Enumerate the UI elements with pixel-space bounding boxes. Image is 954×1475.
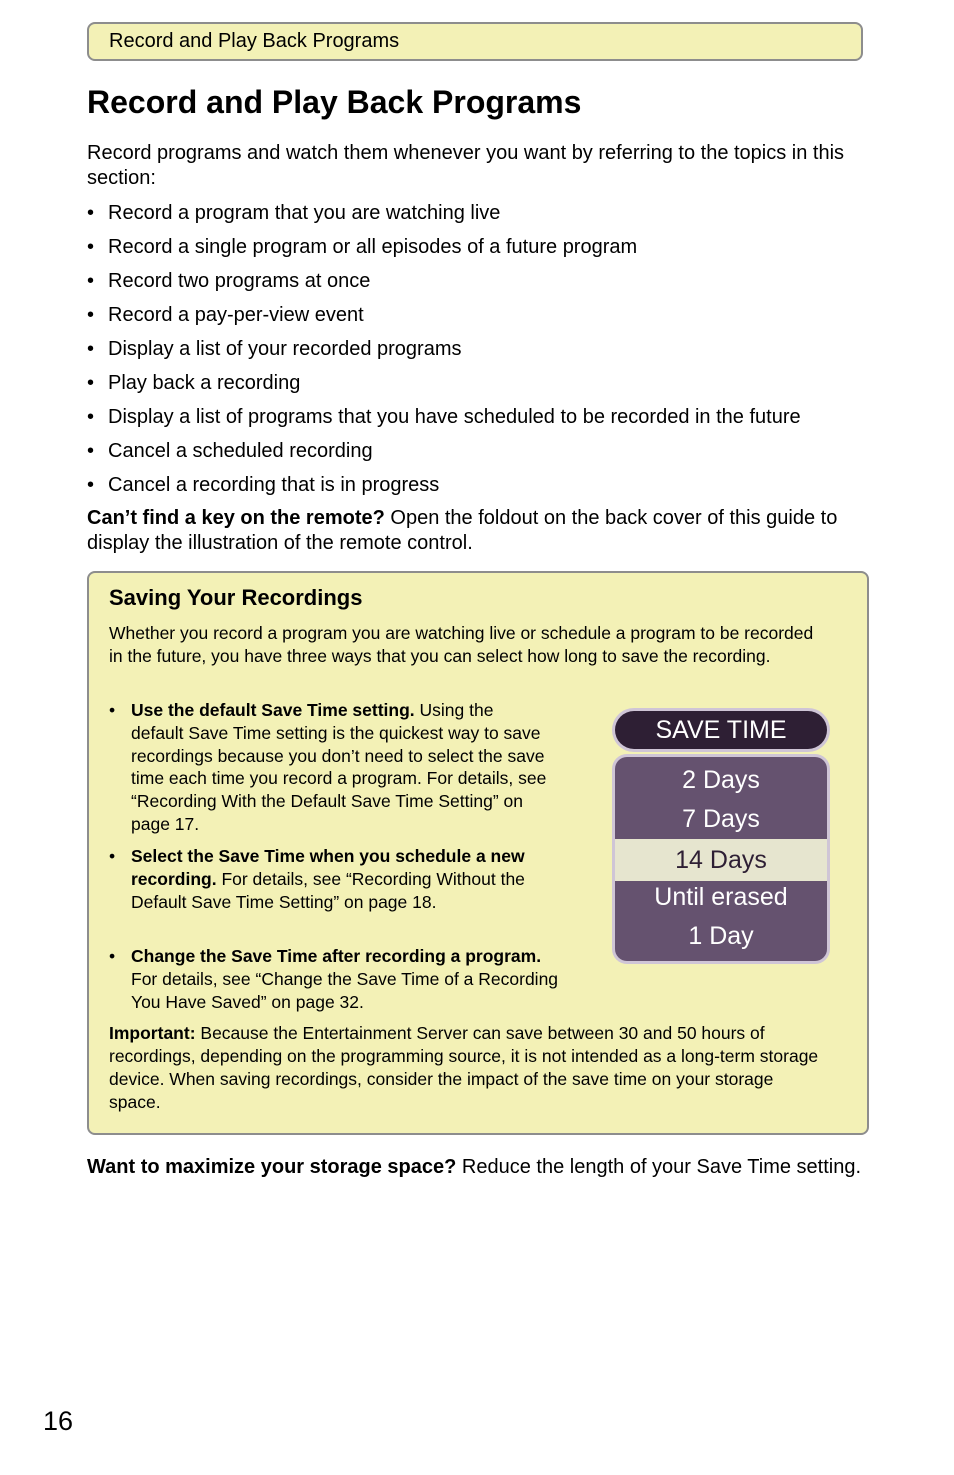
bullet-icon: • xyxy=(109,700,116,720)
list-item xyxy=(87,404,801,438)
box-bullet-text xyxy=(131,945,569,1013)
bullet-icon: • xyxy=(87,338,95,360)
bullet-icon: • xyxy=(87,372,95,394)
list-item xyxy=(87,438,801,472)
box-bullet-item xyxy=(109,699,549,836)
box-bullet-item xyxy=(109,845,529,913)
breadcrumb: Record and Play Back Programs xyxy=(109,30,400,52)
list-item xyxy=(87,268,801,302)
topic-text: Record a single program or all episodes of a future program xyxy=(108,236,638,258)
box-bullet-bold: Change the Save Time after recording a program. xyxy=(131,946,542,966)
bullet-icon: • xyxy=(87,406,95,428)
box-bullet-text xyxy=(131,699,549,836)
save-time-option-until-erased[interactable]: Until erased xyxy=(654,883,788,911)
storage-note-bold: Want to maximize your storage space? xyxy=(87,1156,457,1178)
bullet-icon: • xyxy=(87,440,95,462)
breadcrumb-header xyxy=(87,22,863,61)
box-bullet-item xyxy=(109,945,569,1013)
important-label: Important: xyxy=(109,1023,196,1043)
storage-note-text: Reduce the length of your Save Time setting. xyxy=(456,1156,862,1178)
remote-note xyxy=(87,506,867,556)
topic-text: Record two programs at once xyxy=(108,270,371,292)
topic-text: Cancel a recording that is in progress xyxy=(108,474,440,496)
list-item xyxy=(87,336,801,370)
box-bullet-body: Using the default Save Time setting is the quickest way to save recordings because you don’t need to select the save time each time you record a program. For details, see “Recording With the Default Save Time Setting” on page 17. xyxy=(131,700,547,834)
save-time-option-1-day[interactable]: 1 Day xyxy=(688,922,754,950)
topic-text: Cancel a scheduled recording xyxy=(108,440,373,462)
save-time-label: SAVE TIME xyxy=(615,711,827,749)
list-item xyxy=(87,370,801,404)
bullet-icon: • xyxy=(109,846,116,866)
topic-text: Record a pay-per-view event xyxy=(108,304,364,326)
save-time-option-7-days[interactable]: 7 Days xyxy=(682,805,760,833)
remote-note-bold: Can’t find a key on the remote? xyxy=(87,507,385,529)
list-item xyxy=(87,472,801,506)
box-bullet-text xyxy=(131,845,529,913)
bullet-icon: • xyxy=(87,236,95,258)
list-item xyxy=(87,302,801,336)
list-item xyxy=(87,200,801,234)
list-item xyxy=(87,234,801,268)
bullet-icon: • xyxy=(87,202,95,224)
topic-text: Display a list of programs that you have scheduled to be recorded in the future xyxy=(108,406,801,428)
bullet-icon: • xyxy=(87,304,95,326)
box-bullet-body: For details, see “Recording Without the Default Save Time Setting” on page 18. xyxy=(131,868,525,912)
box-bullet-body: For details, see “Change the Save Time of a Recording You Have Saved” on page 32. xyxy=(131,968,559,1012)
save-time-option-2-days[interactable]: 2 Days xyxy=(682,766,760,794)
storage-note xyxy=(87,1155,867,1180)
box-bullet-bold: Select the Save Time when you schedule a new recording. xyxy=(131,846,525,889)
saving-recordings-box xyxy=(87,571,869,1135)
save-time-option-14-days[interactable]: 14 Days xyxy=(615,839,827,881)
bullet-icon: • xyxy=(109,946,116,966)
page-number: 16 xyxy=(43,1406,74,1436)
box-title: Saving Your Recordings xyxy=(109,585,363,610)
save-time-options xyxy=(615,757,827,961)
box-intro: Whether you record a program you are watching live or schedule a program to be recorded in the future, you have three ways that you can select how long to save the recording. xyxy=(109,623,814,666)
important-text: Because the Entertainment Server can save between 30 and 50 hours of recordings, depending on the programming source, it is not intended as a long-term storage device. When saving recordings, consider the impact of the save time on your storage space. xyxy=(109,1023,819,1112)
topic-text: Record a program that you are watching live xyxy=(108,202,501,224)
bullet-icon: • xyxy=(87,270,95,292)
topic-list xyxy=(87,200,801,506)
box-bullet-bold: Use the default Save Time setting. xyxy=(131,700,415,720)
bullet-icon: • xyxy=(87,474,95,496)
topic-text: Play back a recording xyxy=(108,372,301,394)
important-note xyxy=(109,1022,829,1114)
intro-paragraph: Record programs and watch them whenever you want by referring to the topics in this section: xyxy=(87,142,845,189)
topic-text: Display a list of your recorded programs xyxy=(108,338,462,360)
remote-note-text: Open the foldout on the back cover of this guide to display the illustration of the remote control. xyxy=(87,507,838,554)
page-title: Record and Play Back Programs xyxy=(87,84,582,120)
